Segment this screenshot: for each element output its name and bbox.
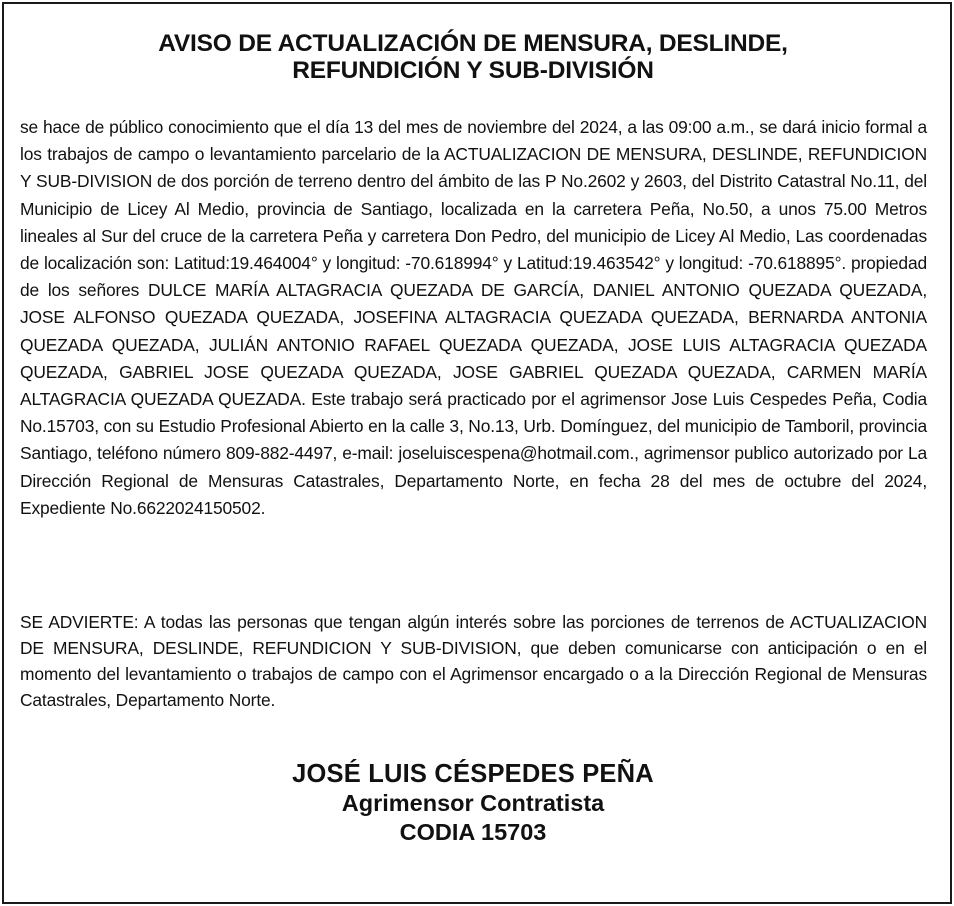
warning-paragraph: SE ADVIERTE: A todas las personas que tengan algún interés sobre las porciones de terrenos de ACTUALIZACION DE MENSURA, DESLINDE, REFUNDICION Y SUB-DIVISION, que deben comunicarse con anticipación o en el momento del levantamiento o trabajos de campo con el Agrimensor encargado o a la Dirección Regional de Mensuras Catastrales, Departamento Norte.	[20, 612, 927, 710]
surveyor-role: Agrimensor Contratista	[341, 790, 605, 816]
surveyor-name: JOSÉ LUIS CÉSPEDES PEÑA	[292, 760, 654, 788]
surveyor-codia: CODIA 15703	[399, 819, 547, 845]
notice-body-paragraph: se hace de público conocimiento que el día 13 del mes de noviembre del 2024, a las 09:00 a.m., se dará inicio formal a los trabajos de campo o levantamiento parcelario de la ACTUALIZACION DE MENSURA, DESLINDE, REFUNDICION Y SUB-DIVISION de dos porción de terreno dentro del ámbito de las P No.2602 y 2603, del Distrito Catastral No.11, del Municipio de Licey Al Medio, provincia de Santiago, localizada en la carretera Peña, No.50, a unos 75.00 Metros lineales al Sur del cruce de la carretera Peña y carretera Don Pedro, del municipio de Licey Al Medio, Las coordenadas de localización son: Latitud:19.464004° y longitud: -70.618994° y Latitud:19.463542° y longitud: -70.618895°. propiedad de los señores DULCE MARÍA ALTAGRACIA QUEZADA DE GARCÍA, DANIEL ANTONIO QUEZADA QUEZADA, JOSE ALFONSO QUEZADA QUEZADA, JOSEFINA ALTAGRACIA QUEZADA QUEZADA, BERNARDA ANTONIA QUEZADA QUEZADA, JULIÁN ANTONIO RAFAEL QUEZADA QUEZADA, JOSE LUIS ALTAGRACIA QUEZADA QUEZADA, GABRIEL JOSE QUEZADA QUEZADA, JOSE GABRIEL QUEZADA QUEZADA, CARMEN MARÍA ALTAGRACIA QUEZADA QUEZADA. Este trabajo será practicado por el agrimensor Jose Luis Cespedes Peña, Codia No.15703, con su Estudio Profesional Abierto en la calle 3, No.13, Urb. Domínguez, del municipio de Tamboril, provincia Santiago, teléfono número 809-882-4497, e-mail: joseluiscespena@hotmail.com., agrimensor publico autorizado por La Dirección Regional de Mensuras Catastrales, Departamento Norte, en fecha 28 del mes de octubre del 2024, Expediente No.6622024150502.	[20, 117, 927, 518]
signature-block	[20, 759, 926, 847]
title-line-1: AVISO DE ACTUALIZACIÓN DE MENSURA, DESLINDE,	[158, 30, 788, 57]
notice-title	[20, 30, 926, 84]
title-line-2: REFUNDICIÓN Y SUB-DIVISIÓN	[292, 57, 654, 84]
